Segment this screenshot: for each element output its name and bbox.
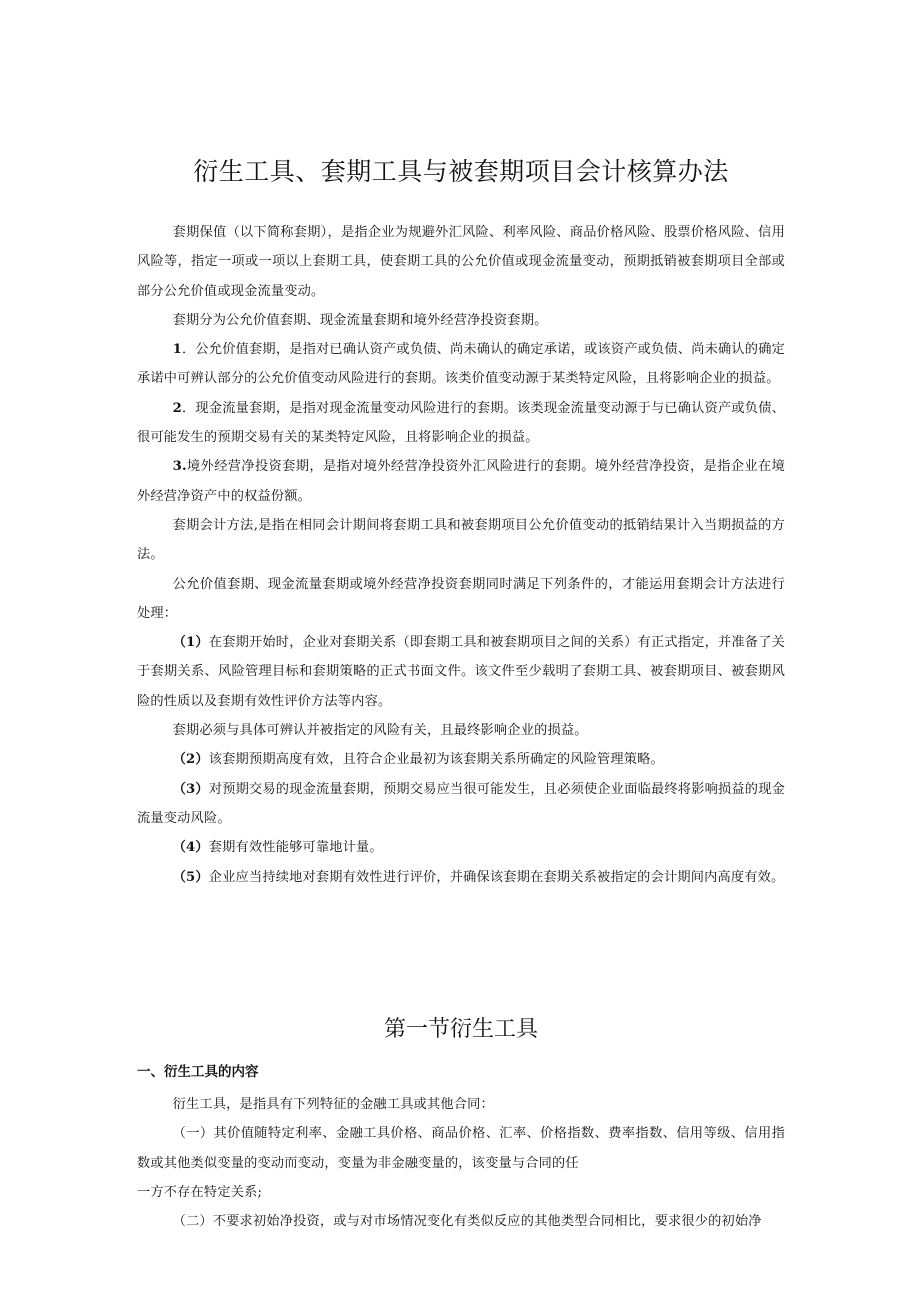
item-number: （1） bbox=[172, 635, 209, 651]
item-number: （5） bbox=[172, 869, 209, 885]
paragraph: （3）对预期交易的现金流量套期，预期交易应当很可能发生，且必须使企业面临最终将影响损益的现金流量变动风险。 bbox=[137, 781, 785, 826]
section-body bbox=[137, 1090, 785, 1236]
item-number: （4） bbox=[172, 840, 209, 856]
paragraph: （5）企业应当持续地对套期有效性进行评价，并确保该套期在套期关系被指定的会计期间内高度有效。 bbox=[172, 869, 785, 885]
paragraph: 套期保值（以下简称套期），是指企业为规避外汇风险、利率风险、商品价格风险、股票价格风险、信用风险等，指定一项或一项以上套期工具，使套期工具的公允价值或现金流量变动，预期抵销被套期项目全部或部分公允价值或现金流量变动。 bbox=[137, 225, 785, 299]
section-title: 第一节衍生工具 bbox=[383, 1017, 538, 1042]
paragraph: 套期必须与具体可辨认并被指定的风险有关，且最终影响企业的损益。 bbox=[172, 723, 588, 739]
paragraph: 套期分为公允价值套期、现金流量套期和境外经营净投资套期。 bbox=[172, 312, 548, 328]
document-title: 衍生工具、套期工具与被套期项目会计核算办法 bbox=[193, 157, 729, 186]
section-subheading: 一、衍生工具的内容 bbox=[137, 1064, 259, 1080]
paragraph: 2．现金流量套期，是指对现金流量变动风险进行的套期。该类现金流量变动源于与已确认资产或负债、很可能发生的预期交易有关的某类特定风险，且将影响企业的损益。 bbox=[137, 400, 785, 446]
paragraph: （一）其价值随特定利率、金融工具价格、商品价格、汇率、价格指数、费率指数、信用等级、信用指数或其他类似变量的变动而变动，变量为非金融变量的，该变量与合同的任 bbox=[137, 1126, 785, 1171]
paragraph: 3.境外经营净投资套期，是指对境外经营净投资外汇风险进行的套期。境外经营净投资，是指企业在境外经营净资产中的权益份额。 bbox=[137, 459, 785, 504]
paragraph: 套期会计方法,是指在相同会计期间将套期工具和被套期项目公允价值变动的抵销结果计入当期损益的方法。 bbox=[137, 517, 785, 563]
item-number: 2 bbox=[172, 400, 183, 416]
paragraph: （4）套期有效性能够可靠地计量。 bbox=[172, 840, 383, 856]
item-number: （2） bbox=[172, 752, 209, 768]
paragraph: 1．公允价值套期，是指对已确认资产或负债、尚未确认的确定承诺，或该资产或负债、尚未确认的确定承诺中可辨认部分的公允价值变动风险进行的套期。该类价值变动源于某类特定风险，且将影响企业的损益。 bbox=[137, 342, 785, 387]
paragraph: （二）不要求初始净投资，或与对市场情况变化有类似反应的其他类型合同相比，要求很少的初始净 bbox=[172, 1214, 762, 1230]
paragraph: 一方不存在特定关系; bbox=[137, 1184, 263, 1200]
paragraph: （2）该套期预期高度有效，且符合企业最初为该套期关系所确定的风险管理策略。 bbox=[172, 752, 664, 768]
paragraph: （1）在套期开始时，企业对套期关系（即套期工具和被套期项目之间的关系）有正式指定，并准备了关于套期关系、风险管理目标和套期策略的正式书面文件。该文件至少载明了套期工具、被套期项目、被套期风险的性质以及套期有效性评价方法等内容。 bbox=[137, 635, 785, 709]
document-body bbox=[137, 218, 785, 892]
paragraph: 衍生工具，是指具有下列特征的金融工具或其他合同： bbox=[172, 1097, 494, 1112]
paragraph: 公允价值套期、现金流量套期或境外经营净投资套期同时满足下列条件的，才能运用套期会计方法进行处理： bbox=[137, 576, 785, 621]
item-number: 3. bbox=[172, 459, 187, 475]
item-number: 1 bbox=[172, 342, 183, 358]
item-number: （3） bbox=[172, 781, 209, 797]
